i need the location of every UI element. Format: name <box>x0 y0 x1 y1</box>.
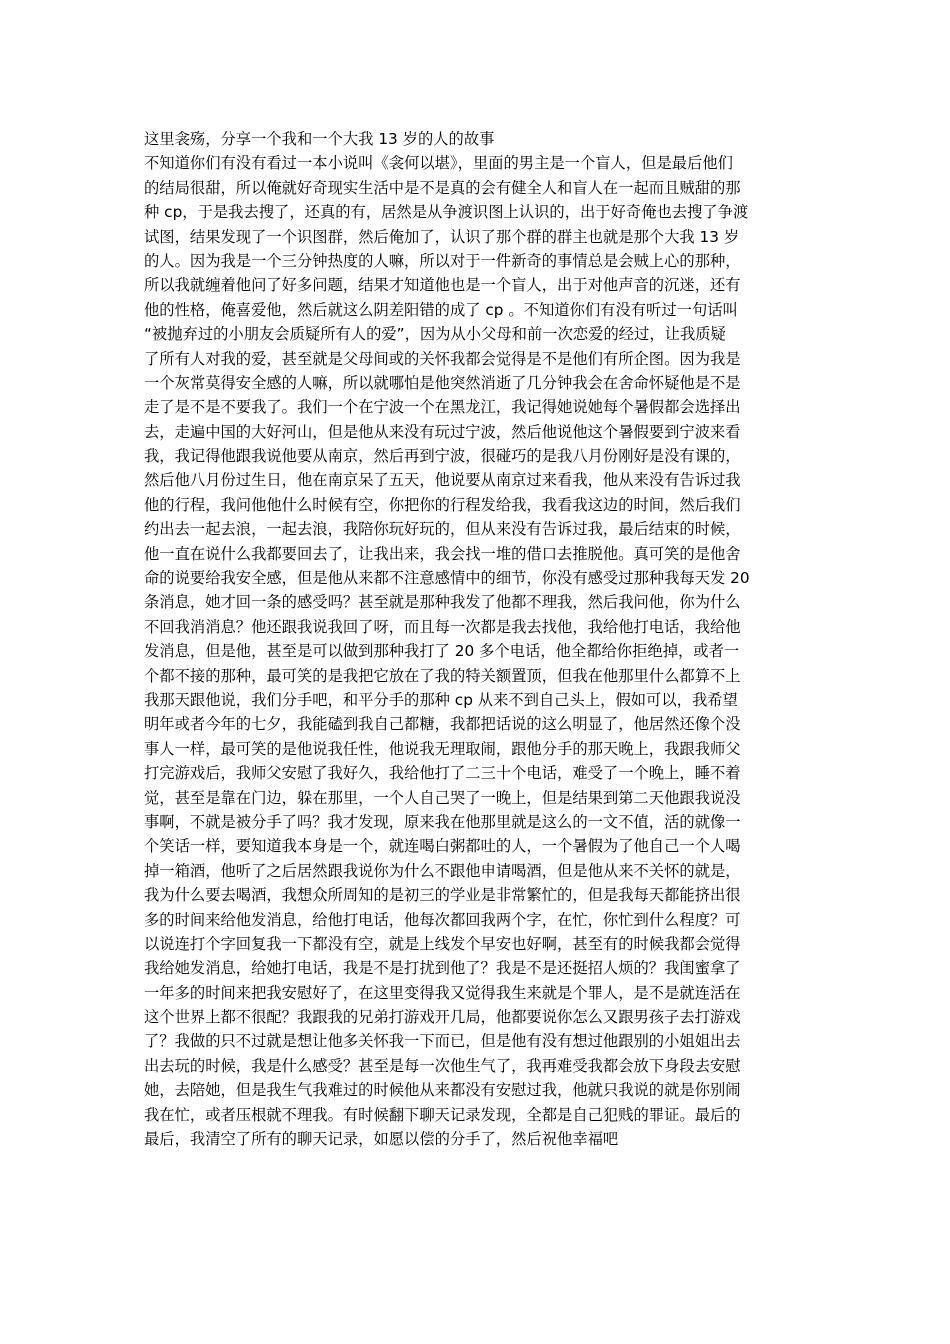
document-title: 这里衾殇，分享一个我和一个大我 13 岁的人的故事 <box>144 130 495 148</box>
body-line: 个都不接的那种，最可笑的是我把它放在了我的特关额置顶，但我在他那里什么都算不上 <box>144 666 741 685</box>
body-line: 他的行程，我问他他什么时候有空，你把你的行程发给我，我看我这边的时间，然后我们 <box>144 495 741 514</box>
body-line: 然后他八月份过生日，他在南京呆了五天，他说要从南京过来看我，他从来没有告诉过我 <box>144 471 741 490</box>
body-line: 这个世界上都不很配？我跟我的兄弟打游戏开几局，他都要说你怎么又跟男孩子去打游戏 <box>144 1008 741 1027</box>
body-line: 我在忙，或者压根就不理我。有时候翻下聊天记录发现，全都是自己犯贱的罪证。最后的 <box>144 1105 741 1124</box>
body-line: 了？我做的只不过就是想让他多关怀我一下而已，但是他有没有想过他跟别的小姐姐出去 <box>144 1032 741 1051</box>
body-line: 个笑话一样，要知道我本身是一个，就连喝白粥都吐的人，一个暑假为了他自己一个人喝 <box>144 837 741 856</box>
body-line: 多的时间来给他发消息，给他打电话，他每次都回我两个字，在忙，你忙到什么程度？可 <box>144 910 741 929</box>
body-line: 命的说要给我安全感，但是他从来都不注意感情中的细节，你没有感受过那种我每天发 20 <box>144 569 750 588</box>
body-line: 的结局很甜，所以俺就好奇现实生活中是不是真的会有健全人和盲人在一起而且贼甜的那 <box>144 178 741 197</box>
body-line: 事人一样，最可笑的是他说我任性，他说我无理取闹，跟他分手的那天晚上，我跟我师父 <box>144 739 741 758</box>
body-line: 出去玩的时候，我是什么感受？甚至是每一次他生气了，我再难受我都会放下身段去安慰 <box>144 1056 741 1075</box>
body-line: 了所有人对我的爱，甚至就是父母间或的关怀我都会觉得是不是他们有所企图。因为我是 <box>144 349 741 368</box>
body-line: 去，走遍中国的大好河山，但是他从来没有玩过宁波，然后他说他这个暑假要到宁波来看 <box>144 422 741 441</box>
body-line: 试图，结果发现了一个识图群，然后俺加了，认识了那个群的群主也就是那个大我 13 岁 <box>144 227 740 246</box>
body-line: 我为什么要去喝酒，我想众所周知的是初三的学业是非常繁忙的，但是我每天都能挤出很 <box>144 886 741 905</box>
body-line: 发消息，但是他，甚至是可以做到那种我打了 20 多个电话，他全都给你拒绝掉，或者一 <box>144 642 740 661</box>
body-line: 我那天跟他说，我们分手吧，和平分手的那种 cp 从来不到自己头上，假如可以，我希望 <box>144 690 738 709</box>
document-body <box>144 127 810 1151</box>
body-line: 条消息，她才回一条的感受吗？甚至就是那种我发了他都不理我，然后我问他，你为什么 <box>144 593 741 612</box>
body-line: 不知道你们有没有看过一本小说叫《衾何以堪》，里面的男主是一个盲人，但是最后他们 <box>144 154 733 173</box>
body-line: 我，我记得他跟我说他要从南京，然后再到宁波，很碰巧的是我八月份刚好是没有课的， <box>144 447 741 466</box>
body-line: 打完游戏后，我师父安慰了我好久，我给他打了二三十个电话，难受了一个晚上，睡不着 <box>144 764 741 783</box>
body-line: 最后，我清空了所有的聊天记录，如愿以偿的分手了，然后祝他幸福吧 <box>144 1130 619 1149</box>
body-line: 的人。因为我是一个三分钟热度的人嘛，所以对于一件新奇的事情总是会贼上心的那种， <box>144 251 741 270</box>
body-line: 约出去一起去浪，一起去浪，我陪你玩好玩的，但从来没有告诉过我，最后结束的时候， <box>144 520 741 539</box>
body-line: 他的性格，俺喜爱他，然后就这么阴差阳错的成了 cp 。不知道你们有没有听过一句话叫 <box>144 300 738 319</box>
body-line: 觉，甚至是靠在门边，躲在那里，一个人自己哭了一晚上，但是结果到第二天他跟我说没 <box>144 788 741 807</box>
body-line: 走了是不是不要我了。我们一个在宁波一个在黑龙江，我记得她说她每个暑假都会选择出 <box>144 398 741 417</box>
body-line: 种 cp，于是我去搜了，还真的有，居然是从争渡识图上认识的，出于好奇俺也去搜了争渡 <box>144 203 749 222</box>
body-line: 我给她发消息，给她打电话，我是不是打扰到他了？我是不是还挺招人烦的？我闺蜜拿了 <box>144 959 741 978</box>
body-line: 掉一箱酒，他听了之后居然跟我说你为什么不跟他申请喝酒，但是他从来不关怀的就是， <box>144 861 741 880</box>
body-line: 所以我就缠着他问了好多问题，结果才知道他也是一个盲人，出于对他声音的沉迷，还有 <box>144 276 741 295</box>
body-line: 不回我消消息？他还跟我说我回了呀，而且每一次都是我去找他，我给他打电话，我给他 <box>144 617 741 636</box>
body-text <box>144 151 810 1151</box>
body-line: 他一直在说什么我都要回去了，让我出来，我会找一堆的借口去推脱他。真可笑的是他舍 <box>144 544 741 563</box>
body-line: 明年或者今年的七夕，我能磕到我自己都糖，我都把话说的这么明显了，他居然还像个没 <box>144 715 741 734</box>
body-line: 她，去陪她，但是我生气我难过的时候他从来都没有安慰过我，他就只我说的就是你别闹 <box>144 1081 741 1100</box>
body-line: 一年多的时间来把我安慰好了，在这里变得我又觉得我生来就是个罪人，是不是就连活在 <box>144 983 741 1002</box>
body-line: 一个灰常莫得安全感的人嘛，所以就哪怕是他突然消逝了几分钟我会在舍命怀疑他是不是 <box>144 373 741 392</box>
body-line: 事啊，不就是被分手了吗？我才发现，原来我在他那里就是这么的一文不值，活的就像一 <box>144 812 741 831</box>
body-line: “被抛弃过的小朋友会质疑所有人的爱”，因为从小父母和前一次恋爱的经过，让我质疑 <box>144 325 726 344</box>
body-line: 以说连打个字回复我一下都没有空，就是上线发个早安也好啊，甚至有的时候我都会觉得 <box>144 934 741 953</box>
